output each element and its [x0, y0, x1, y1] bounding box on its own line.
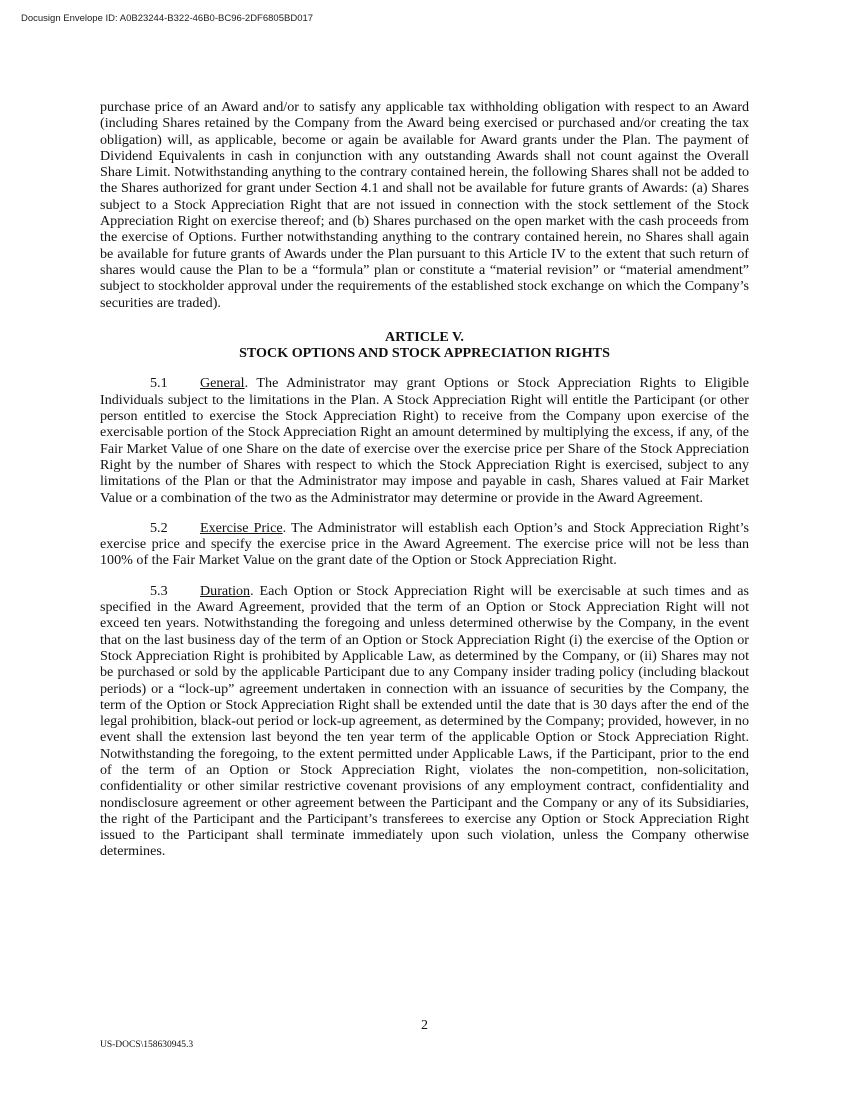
section-title: General — [200, 375, 245, 392]
section-number: 5.3 — [150, 582, 168, 599]
section-text: . The Administrator may grant Options or Stock Appreciation Rights to Eligible Individuals subject to the limitations in the Plan. A Stock Appreciation Right will entitle the Participant (or other person entitled to exercise the Stock Appreciation Right) to receive from the Company upon exercise of the exercisable portion of the Stock Appreciation Right an amount determined by multiplying the excess, if any, of the Fair Market Value of one Share on the date of exercise over the exercise price per Share of the Stock Appreciation Right by the number of Shares with respect to which the Stock Appreciation Right is exercised, subject to any limitations of the Plan or that the Administrator may impose and payable in cash, Shares valued at Fair Market Value or a combination of the two as the Administrator may determine or provide in the Award Agreement. — [100, 375, 749, 506]
section-number: 5.1 — [150, 375, 168, 392]
section-5-3 — [100, 583, 749, 860]
section-title: Duration — [200, 582, 251, 599]
docusign-envelope-id: Docusign Envelope ID: A0B23244-B322-46B0-BC96-2DF6805BD017 — [21, 13, 314, 24]
section-5-2 — [100, 520, 749, 569]
article-heading — [100, 329, 749, 362]
section-text: . The Administrator will establish each Option’s and Stock Appreciation Right’s exercise price and specify the exercise price in the Award Agreement. The exercise price will not be less than 100% of the Fair Market Value on the grant date of the Option or Stock Appreciation Right. — [100, 519, 749, 569]
section-text: . Each Option or Stock Appreciation Right will be exercisable at such times and as specified in the Award Agreement, provided that the term of an Option or Stock Appreciation Right will not exceed ten years. Notwithstanding the foregoing and unless determined otherwise by the Company, in the event that on the last business day of the term of an Option or Stock Appreciation Right (i) the exercise of the Option or Stock Appreciation Right is prohibited by Applicable Law, as determined by the Company, or (ii) Shares may not be purchased or sold by the applicable Participant due to any Company insider trading policy (including blackout periods) or a “lock-up” agreement undertaken in connection with an issuance of securities by the Company, the term of the Option or Stock Appreciation Right shall be extended until the date that is 30 days after the end of the legal prohibition, black-out period or lock-up agreement, as determined by the Company; provided, however, in no event shall the extension last beyond the ten year term of the applicable Option or Stock Appreciation Right. Notwithstanding the foregoing, to the extent permitted under Applicable Laws, if the Participant, prior to the end of the term of an Option or Stock Appreciation Right, violates the non-competition, non-solicitation, confidentiality or other similar restrictive covenant provisions of any employment contract, confidentiality and nondisclosure agreement or other agreement between the Participant and the Company or any of its Subsidiaries, the right of the Participant and the Participant’s transferees to exercise any Option or Stock Appreciation Right issued to the Participant shall terminate immediately upon such violation, unless the Company otherwise determines. — [100, 582, 749, 860]
article-number: ARTICLE V. — [385, 328, 464, 345]
section-5-1 — [100, 375, 749, 505]
section-title: Exercise Price — [200, 519, 283, 536]
section-number: 5.2 — [150, 519, 168, 536]
document-body — [100, 99, 749, 860]
page-number: 2 — [421, 1018, 428, 1033]
intro-paragraph: purchase price of an Award and/or to satisfy any applicable tax withholding obligation with respect to an Award (including Shares retained by the Company from the Award being exercised or purchased and/or creating the tax obligation) will, as applicable, become or again be available for Award grants under the Plan. The payment of Dividend Equivalents in cash in conjunction with any outstanding Awards shall not count against the Overall Share Limit. Notwithstanding anything to the contrary contained herein, the following Shares shall not be added to the Shares authorized for grant under Section 4.1 and shall not be available for future grants of Awards: (a) Shares subject to a Stock Appreciation Right that are not issued in connection with the stock settlement of the Stock Appreciation Right on exercise thereof; and (b) Shares purchased on the open market with the cash proceeds from the exercise of Options. Further notwithstanding anything to the contrary contained herein, no Shares shall again be available for future grants of Awards under the Plan pursuant to this Article IV to the extent that such return of shares would cause the Plan to be a “formula” plan or constitute a “material revision” or “material amendment” subject to stockholder approval under the requirements of the established stock exchange on which the Company’s securities are traded). — [100, 99, 749, 311]
document-id-footer: US-DOCS\158630945.3 — [100, 1040, 194, 1050]
article-title: STOCK OPTIONS AND STOCK APPRECIATION RIGHTS — [239, 345, 610, 362]
